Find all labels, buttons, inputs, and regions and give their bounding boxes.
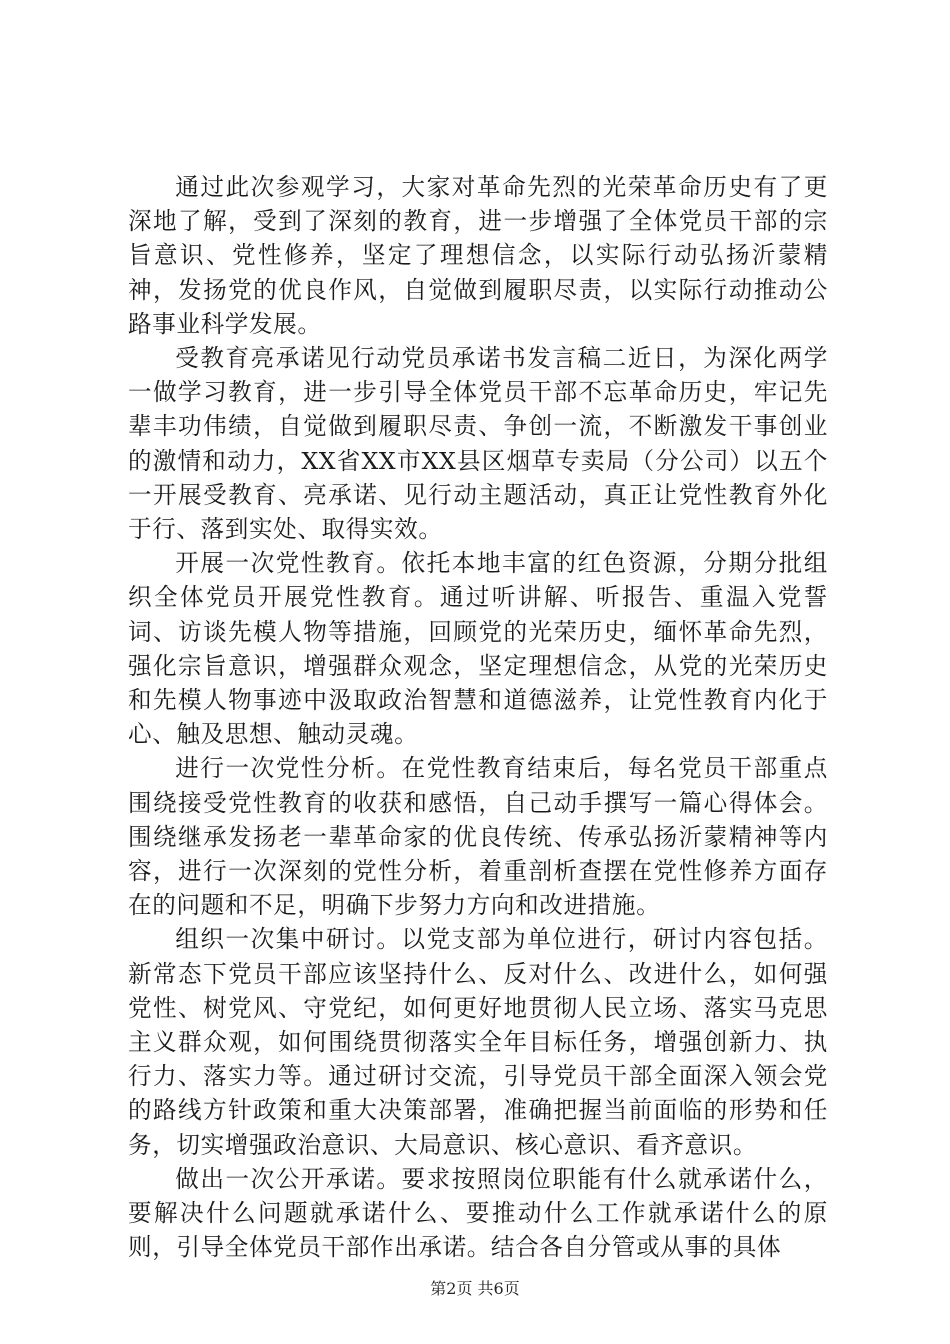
paragraph-3: 开展一次党性教育。依托本地丰富的红色资源，分期分批组织全体党员开展党性教育。通过听讲解、听报告、重温入党誓词、访谈先模人物等措施，回顾党的光荣历史，缅怀革命先烈，强化宗旨意识，增强群众观念，坚定理想信念，从党的光荣历史和先模人物事迹中汲取政治智慧和道德滋养，让党性教育内化于心、触及思想、触动灵魂。 bbox=[128, 549, 828, 749]
paragraph-5: 组织一次集中研讨。以党支部为单位进行，研讨内容包括。新常态下党员干部应该坚持什么、反对什么、改进什么，如何强党性、树党风、守党纪，如何更好地贯彻人民立场、落实马克思主义群众观，如何围绕贯彻落实全年目标任务，增强创新力、执行力、落实力等。通过研讨交流，引导党员干部全面深入领会党的路线方针政策和重大决策部署，准确把握当前面临的形势和任务，切实增强政治意识、大局意识、核心意识、看齐意识。 bbox=[128, 925, 828, 1159]
document-body bbox=[128, 170, 828, 1265]
paragraph-4: 进行一次党性分析。在党性教育结束后，每名党员干部重点围绕接受党性教育的收获和感悟，自己动手撰写一篇心得体会。围绕继承发扬老一辈革命家的优良传统、传承弘扬沂蒙精神等内容，进行一次深刻的党性分析，着重剖析查摆在党性修养方面存在的问题和不足，明确下步努力方向和改进措施。 bbox=[128, 754, 828, 920]
page-number-footer: 第2页 共6页 bbox=[430, 1279, 520, 1298]
paragraph-1: 通过此次参观学习，大家对革命先烈的光荣革命历史有了更深地了解，受到了深刻的教育，进一步增强了全体党员干部的宗旨意识、党性修养，坚定了理想信念，以实际行动弘扬沂蒙精神，发扬党的优良作风，自觉做到履职尽责，以实际行动推动公路事业科学发展。 bbox=[128, 173, 828, 338]
paragraph-2: 受教育亮承诺见行动党员承诺书发言稿二近日，为深化两学一做学习教育，进一步引导全体党员干部不忘革命历史，牢记先辈丰功伟绩，自觉做到履职尽责、争创一流，不断激发干事创业的激情和动力，XX省XX市XX县区烟草专卖局（分公司）以五个一开展受教育、亮承诺、见行动主题活动，真正让党性教育外化于行、落到实处、取得实效。 bbox=[128, 344, 828, 544]
paragraph-6: 做出一次公开承诺。要求按照岗位职能有什么就承诺什么，要解决什么问题就承诺什么、要推动什么工作就承诺什么的原则，引导全体党员干部作出承诺。结合各自分管或从事的具体 bbox=[128, 1164, 828, 1262]
